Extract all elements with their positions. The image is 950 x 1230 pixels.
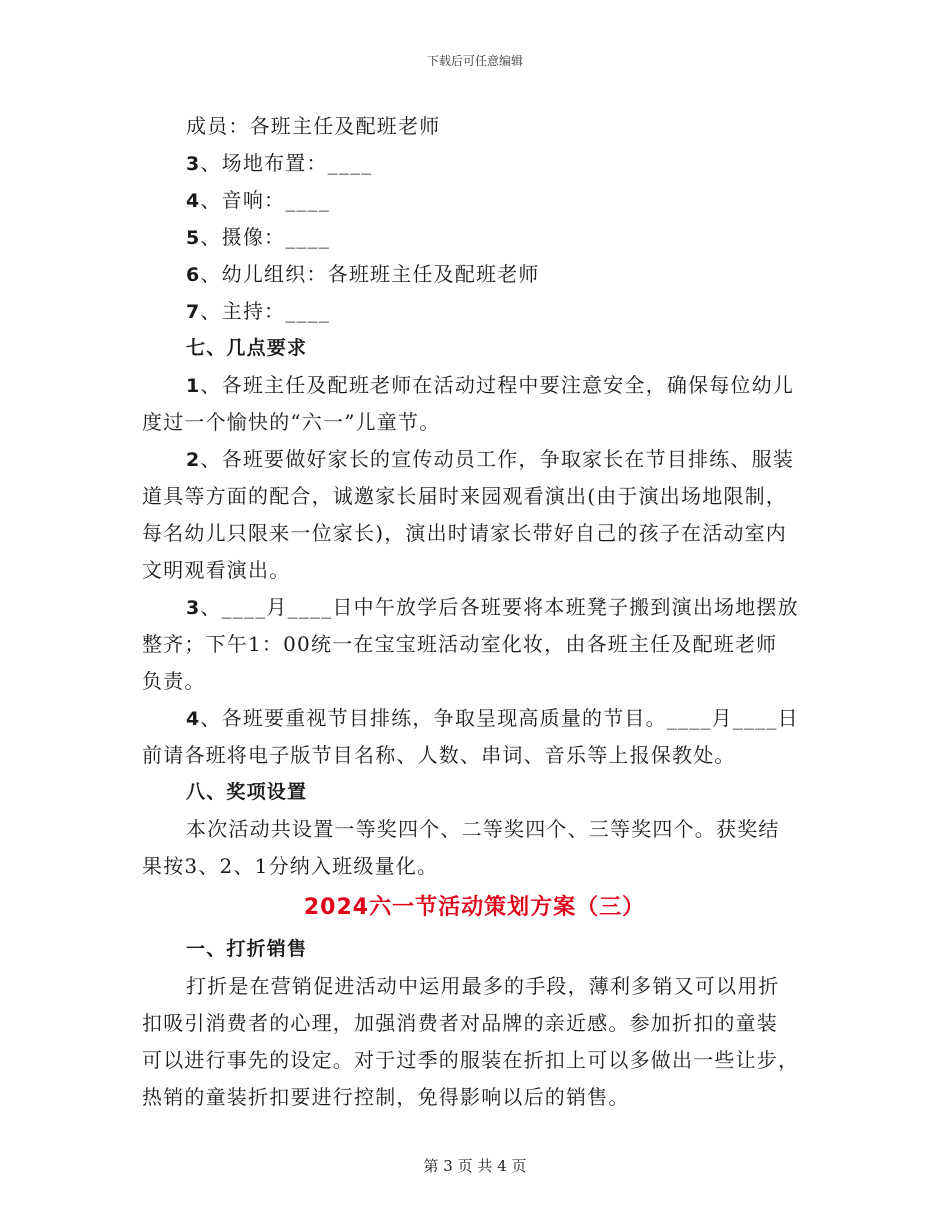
item-text: 、____月____日中午放学后各班要将本班凳子搬到演出场地摆放 [200, 595, 799, 619]
item-audio [142, 182, 807, 219]
requirement-3-line-3: 负责。 [142, 669, 206, 693]
item-number: 4 [186, 190, 201, 212]
item-text: 、各班主任及配班老师在活动过程中要注意安全，确保每位幼儿 [200, 373, 795, 397]
item-number: 5 [186, 227, 201, 249]
requirement-2-line-1 [142, 441, 807, 478]
item-number: 6 [186, 264, 201, 286]
item-text: 、摄像：____ [200, 225, 331, 249]
item-text: 、各班要做好家长的宣传动员工作，争取家长在节目排练、服装 [200, 447, 795, 471]
item-text: 、各班要重视节目排练，争取呈现高质量的节目。____月____日 [200, 706, 799, 730]
requirement-4-line-2: 前请各班将电子版节目名称、人数、串词、音乐等上报保教处。 [142, 743, 736, 767]
item-camera [142, 219, 807, 256]
item-number: 3 [186, 597, 201, 619]
discount-paragraph-line-3: 可以进行事先的设定。对于过季的服装在折扣上可以多做出一些让步， [142, 1048, 800, 1072]
item-number: 1 [186, 375, 201, 397]
requirement-2-line-3: 每名幼儿只限来一位家长)，演出时请家长带好自己的孩子在活动室内 [142, 521, 788, 545]
awards-line-1: 本次活动共设置一等奖四个、二等奖四个、三等奖四个。获奖结 [186, 817, 780, 841]
section-heading-awards: 八、奖项设置 [186, 781, 308, 803]
item-text: 、主持：____ [200, 299, 331, 323]
item-number: 7 [186, 301, 201, 323]
document-title: 2024六一节活动策划方案（三） [303, 895, 646, 920]
requirement-4-line-1 [142, 700, 807, 737]
page-header: 下载后可任意编辑 [426, 54, 523, 68]
page-footer: 第 3 页 共 4 页 [423, 1157, 527, 1175]
item-number: 4 [186, 708, 201, 730]
requirement-2-line-2: 道具等方面的配合，诚邀家长届时来园观看演出(由于演出场地限制， [142, 484, 788, 508]
requirement-3-line-1 [142, 589, 807, 626]
section-heading-discount: 一、打折销售 [186, 938, 308, 960]
item-children [142, 256, 807, 293]
discount-paragraph-line-2: 扣吸引消费者的心理，加强消费者对品牌的亲近感。参加折扣的童装 [142, 1011, 778, 1035]
item-host [142, 293, 807, 330]
section-heading-requirements: 七、几点要求 [186, 337, 308, 359]
awards-line-2: 果按3、2、1分纳入班级量化。 [142, 854, 439, 878]
requirement-1-line-2: 度过一个愉快的“六一”儿童节。 [142, 410, 441, 434]
item-venue [142, 145, 807, 182]
discount-paragraph-line-4: 热销的童装折扣要进行控制，免得影响以后的销售。 [142, 1085, 630, 1109]
requirement-1-line-1 [142, 367, 807, 404]
item-text: 、场地布置：____ [200, 151, 373, 175]
item-text: 、幼儿组织：各班班主任及配班老师 [200, 262, 540, 286]
item-text: 、音响：____ [200, 188, 331, 212]
members-line: 成员：各班主任及配班老师 [186, 114, 441, 138]
discount-paragraph-line-1: 打折是在营销促进活动中运用最多的手段，薄利多销又可以用折 [186, 974, 780, 998]
item-number: 2 [186, 449, 201, 471]
requirement-2-line-4: 文明观看演出。 [142, 558, 291, 582]
requirement-3-line-2: 整齐；下午1：00统一在宝宝班活动室化妆，由各班主任及配班老师 [142, 632, 778, 656]
document-body [142, 108, 807, 1116]
item-number: 3 [186, 153, 201, 175]
